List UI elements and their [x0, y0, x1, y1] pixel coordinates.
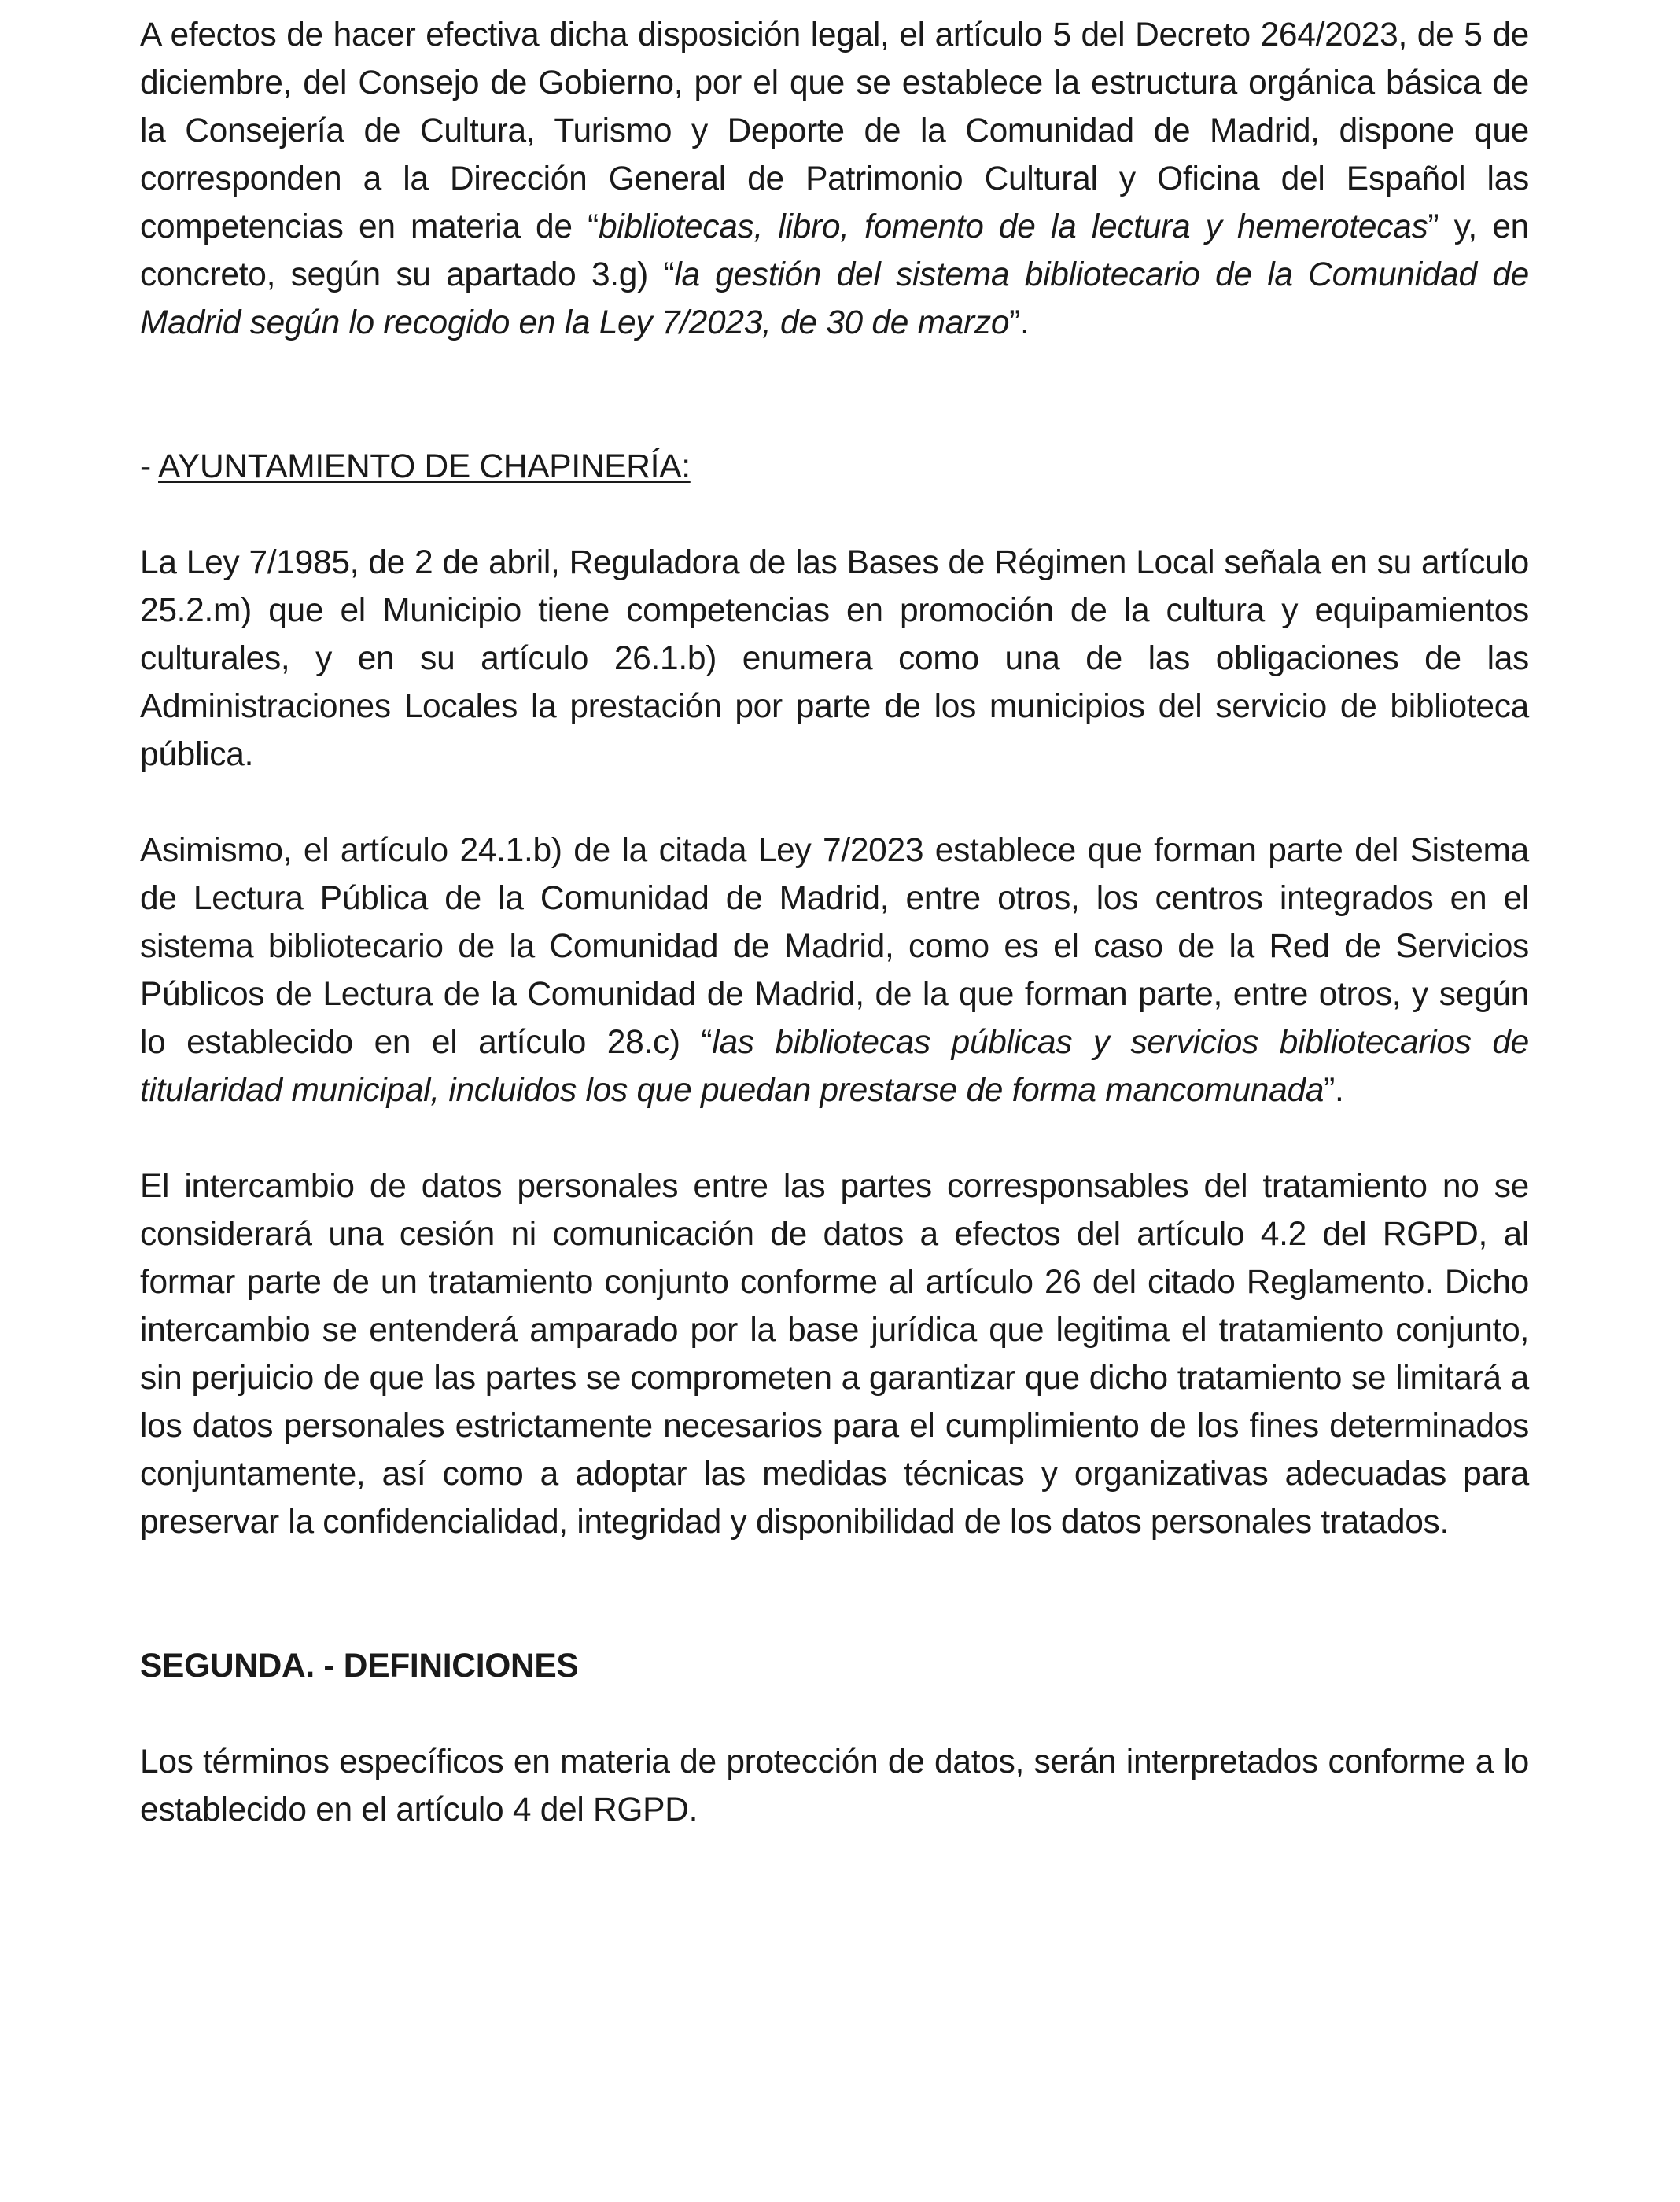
spacer: [140, 1546, 1529, 1642]
paragraph-decreto-text-2: ” y, en concreto, según su apartado 3.g) “: [140, 208, 1529, 293]
segunda-heading: SEGUNDA. - DEFINICIONES: [140, 1648, 579, 1685]
ayuntamiento-heading-prefix: -: [140, 448, 159, 485]
spacer: [140, 347, 1529, 443]
spacer: [140, 1114, 1529, 1162]
paragraph-definiciones: Los términos específicos en materia de protección de datos, serán interpretados conforme a lo establecido en el artículo 4 del RGPD.: [140, 1744, 1529, 1828]
paragraph-intercambio: El intercambio de datos personales entre las partes corresponsables del tratamiento no se considerará una cesión ni comunicación de datos a efectos del artículo 4.2 del RGPD, al formar parte de un tratamiento conjunto conforme al artículo 26 del citado Reglamento. Dicho intercambio se entenderá amparado por la base jurídica que legitima el tratamiento conjunto, sin perjuicio de que las partes se comprometen a garantizar que dicho tratamiento se limitará a los datos personales estrictamente necesarios para el cumplimiento de los fines determinados conjuntamente, así como a adoptar las medidas técnicas y organizativas adecuadas para preservar la confidencialidad, integridad y disponibilidad de los datos personales tratados.: [140, 1168, 1529, 1541]
paragraph-asimismo-text-1: Asimismo, el artículo 24.1.b) de la citada Ley 7/2023 establece que forman parte del Sistema de Lectura Pública de la Comunidad de Madrid, entre otros, los centros integrados en el sistema bibliotecario de la Comunidad de Madrid, como es el caso de la Red de Servicios Públicos de Lectura de la Comunidad de Madrid, de la que forman parte, entre otros, y según lo establecido en el artículo 28.c) “: [140, 832, 1529, 1061]
paragraph-asimismo: [140, 827, 1529, 1114]
ayuntamiento-heading: [140, 443, 1529, 491]
spacer: [140, 1690, 1529, 1738]
spacer: [140, 779, 1529, 827]
paragraph-decreto-quote-2: la gestión del sistema bibliotecario de la Comunidad de Madrid según lo recogido en la Ley 7/2023, de 30 de marzo: [140, 256, 1529, 341]
paragraph-ley-bases: La Ley 7/1985, de 2 de abril, Reguladora de las Bases de Régimen Local señala en su artículo 25.2.m) que el Municipio tiene competencias en promoción de la cultura y equipamientos culturales, y en su artículo 26.1.b) enumera como una de las obligaciones de las Administraciones Locales la prestación por parte de los municipios del servicio de biblioteca pública.: [140, 544, 1529, 773]
ayuntamiento-heading-title: AYUNTAMIENTO DE CHAPINERÍA:: [158, 448, 691, 485]
document-page: [140, 11, 1529, 1834]
paragraph-decreto-text-1: A efectos de hacer efectiva dicha disposición legal, el artículo 5 del Decreto 264/2023, de 5 de diciembre, del Consejo de Gobierno, por el que se establece la estructura orgánica básica de la Consejería de Cultura, Turismo y Deporte de la Comunidad de Madrid, dispone que corresponden a la Dirección General de Patrimonio Cultural y Oficina del Español las competencias en materia de “: [140, 17, 1529, 245]
paragraph-decreto-text-3: ”.: [1009, 304, 1030, 341]
paragraph-asimismo-quote: las bibliotecas públicas y servicios bibliotecarios de titularidad municipal, incluidos los que puedan prestarse de forma mancomunada: [140, 1024, 1529, 1109]
paragraph-asimismo-text-2: ”.: [1324, 1072, 1344, 1109]
paragraph-decreto: [140, 11, 1529, 347]
spacer: [140, 491, 1529, 539]
paragraph-decreto-quote-1: bibliotecas, libro, fomento de la lectura y hemerotecas: [598, 208, 1428, 245]
